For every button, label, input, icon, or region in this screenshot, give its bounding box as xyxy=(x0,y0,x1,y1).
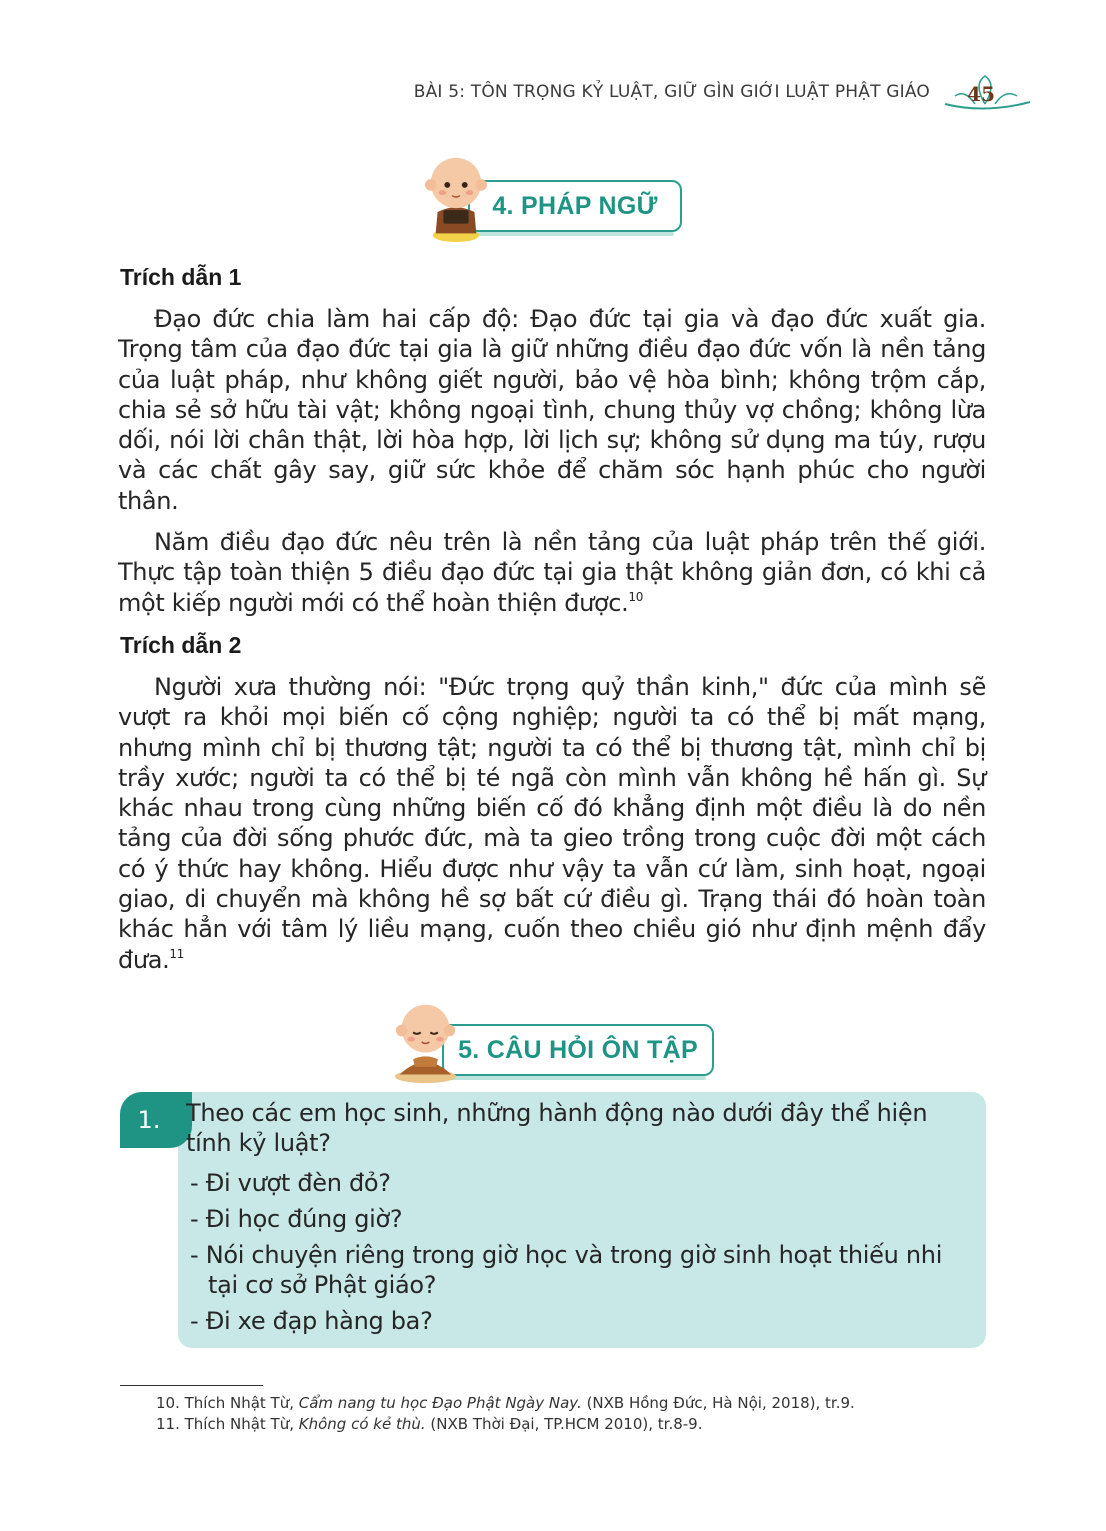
footnote-10: 10. Thích Nhật Từ, Cẩm nang tu học Đạo Phật Ngày Nay. (NXB Hồng Đức, Hà Nội, 2018), tr.9. xyxy=(156,1394,855,1412)
running-header xyxy=(330,74,1035,114)
question-text: Theo các em học sinh, những hành động nào dưới đây thể hiện tính kỷ luật? xyxy=(186,1099,928,1157)
footnote-11: 11. Thích Nhật Từ, Không có kẻ thù. (NXB Thời Đại, TP.HCM 2010), tr.8-9. xyxy=(156,1415,703,1433)
monk-meditating-icon xyxy=(390,998,462,1086)
question-options xyxy=(190,1168,976,1342)
section-4-banner xyxy=(420,150,685,230)
list-item: - Đi học đúng giờ? xyxy=(190,1205,403,1233)
citation-title: Cẩm nang tu học Đạo Phật Ngày Nay. xyxy=(298,1394,582,1412)
chapter-title: BÀI 5: TÔN TRỌNG KỶ LUẬT, GIỮ GÌN GIỚI LUẬT PHẬT GIÁO xyxy=(413,82,930,102)
footnote-ref: 11 xyxy=(169,946,184,961)
footnote-divider xyxy=(120,1385,263,1386)
monk-reading-icon xyxy=(422,152,490,244)
list-item: - Đi xe đạp hàng ba? xyxy=(190,1307,433,1335)
section-title: 5. CÂU HỎI ÔN TẬP xyxy=(442,1024,714,1076)
citation-title: Không có kẻ thù. xyxy=(298,1415,426,1433)
section-title: 4. PHÁP NGỮ xyxy=(468,180,682,232)
question-number: 1. xyxy=(120,1092,192,1148)
footnote-ref: 10 xyxy=(628,589,643,604)
quote-1-paragraph-1: Đạo đức chia làm hai cấp độ: Đạo đức tại gia và đạo đức xuất gia. Trọng tâm của đạo đức tại gia là giữ những điều đạo đức vốn là nền tảng của luật pháp, như không giết người, bảo vệ hòa bình; không trộm cắp, chia sẻ sở hữu tài vật; không ngoại tình, chung thủy vợ chồng; không lừa dối, nói lời chân thật, lời hòa hợp, lời lịch sự; không sử dụng ma túy, rượu và các chất gây say, giữ sức khỏe để chăm sóc hạnh phúc cho người thân. xyxy=(118,305,986,515)
quote-1-paragraph-2: Năm điều đạo đức nêu trên là nền tảng của luật pháp trên thế giới. Thực tập toàn thiện 5 điều đạo đức tại gia thật không giản đơn, có khi cả một kiếp người mới có thể hoàn thiện được.$^{10}$ xyxy=(118,528,986,617)
list-item: - Đi vượt đèn đỏ? xyxy=(190,1169,391,1197)
quote-2-heading: Trích dẫn 2 xyxy=(120,632,242,658)
quote-2-paragraph: Người xưa thường nói: "Đức trọng quỷ thần kinh," đức của mình sẽ vượt ra khỏi mọi biến cố cộng nghiệp; người ta có thể bị mất mạng, nhưng mình chỉ bị thương tật; người ta có thể bị thương tật, mình chỉ bị trầy xước; người ta có thể bị té ngã còn mình vẫn không hề hấn gì. Sự khác nhau trong cùng những biến cố đó khẳng định một điều là do nền tảng của đời sống phước đức, mà ta gieo trồng trong cuộc đời một cách có ý thức hay không. Hiểu được như vậy ta vẫn cứ làm, sinh hoạt, ngoại giao, di chuyển mà không hề sợ bất cứ điều gì. Trạng thái đó hoàn toàn khác hẳn với tâm lý liều mạng, cuốn theo chiều gió như định mệnh đẩy đưa.$^{11}$ xyxy=(118,673,986,974)
page-number: 45 xyxy=(967,82,995,106)
quote-1-heading: Trích dẫn 1 xyxy=(120,264,242,290)
footnotes xyxy=(156,1393,855,1435)
list-item: - Nói chuyện riêng trong giờ học và trong giờ sinh hoạt thiếu nhi tại cơ sở Phật giáo? xyxy=(190,1241,943,1299)
section-5-banner xyxy=(390,996,715,1076)
